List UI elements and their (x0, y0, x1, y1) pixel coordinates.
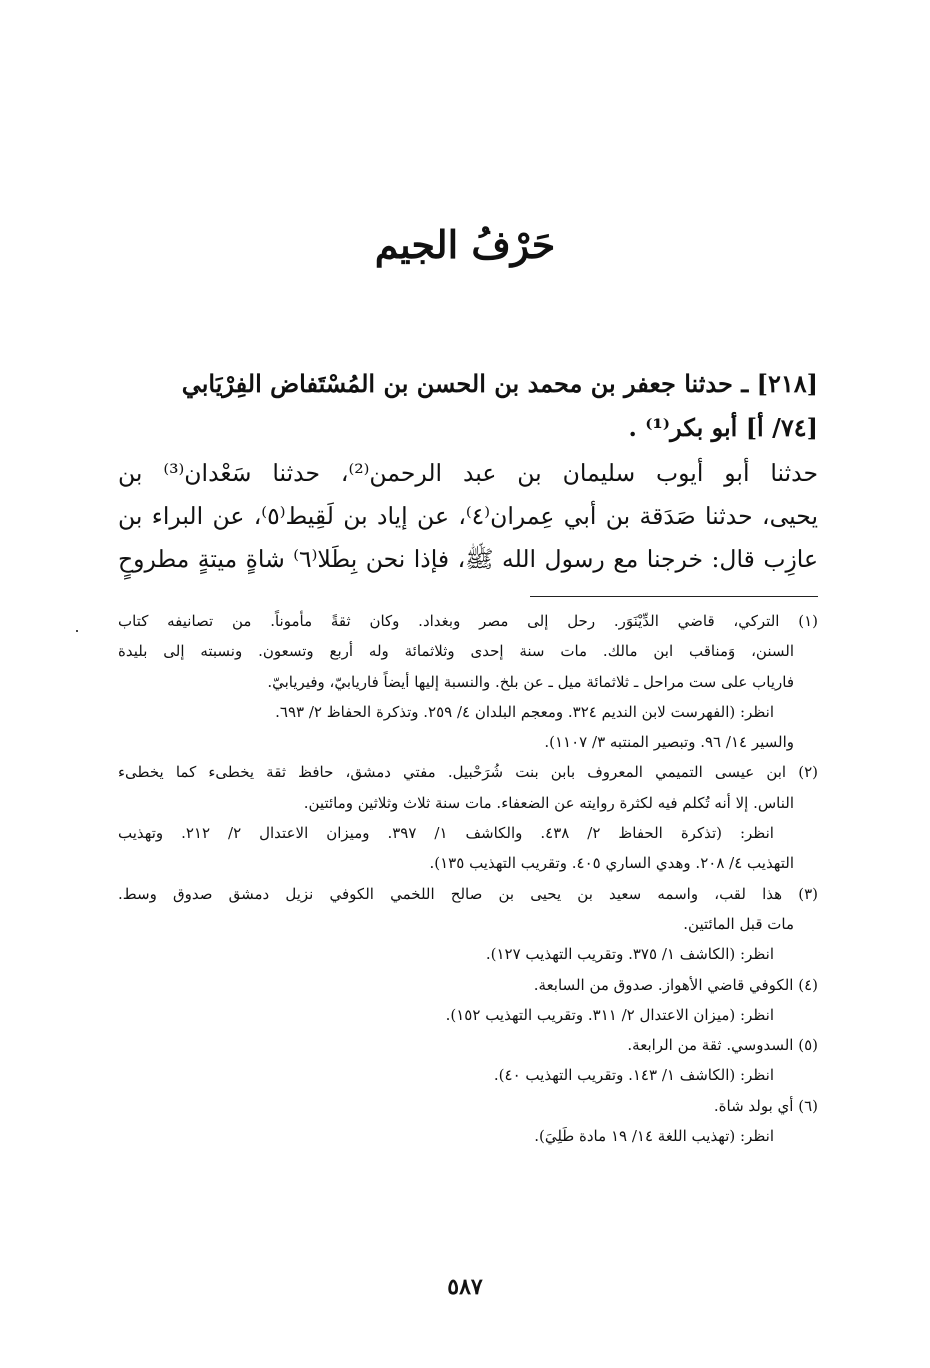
footnote-line: انظر: (الفهرست لابن النديم ٣٢٤. ومعجم البلدان ٤/ ٢٥٩. وتذكرة الحفاظ ٢/ ٦٩٣. (275, 702, 774, 721)
hadith-line: يحيى، حدثنا صَدَقة بن أبي عِمران⁽٤⁾، عن إياد بن لَقِيط⁽٥⁾، عن البراء بن (118, 502, 818, 530)
footnote-line: (٣) هذا لقب، واسمه سعيد بن يحيى بن صالح اللخمي الكوفي نزيل دمشق صدوق وسط. (118, 884, 818, 903)
hadith-text (118, 452, 818, 581)
footnote-line: والسير ١٤/ ٩٦. وتبصير المنتبه ٣/ ١١٠٧). (544, 733, 794, 752)
footnote-line: (٤) الكوفي قاضي الأهواز. صدوق من السابعة. (533, 975, 818, 994)
hadith-header-line-2: [٧٤/ أ] أبو بكر⁽¹⁾ . (628, 413, 818, 442)
hadith-header-line-1: [٢١٨] ـ حدثنا جعفر بن محمد بن الحسن بن المُسْتَفاض الفِرْيَابي (181, 369, 818, 398)
footnote-line: (٢) ابن عيسى التميمي المعروف بابن بنت شُرَحْبيل. مفتي دمشق، حافظ ثقة يخطىء كما يخطىء (118, 763, 818, 782)
footnote-line: فارياب على ست مراحل ـ ثلاثمائة ميل ـ عن بلخ. والنسبة إليها أيضاً فاريابيّ، وفيريابيّ. (267, 672, 794, 691)
footnote-line: السنن، وَمناقب ابن مالك. مات سنة إحدى وثلاثمائة وله أربع وتسعون. ونسبته إلى بليدة (118, 642, 794, 661)
footnote-line: انظر: (تذكرة الحفاظ ٢/ ٤٣٨. والكاشف ١/ ٣٩٧. وميزان الاعتدال ٢/ ٢١٢. وتهذيب (118, 824, 774, 843)
footnote-separator (530, 596, 818, 597)
footnote-line: انظر: (الكاشف ١/ ٣٧٥. وتقريب التهذيب ١٢٧). (485, 945, 774, 964)
footnote-line: انظر: (ميزان الاعتدال ٢/ ٣١١. وتقريب التهذيب ١٥٢). (445, 1005, 774, 1024)
footnotes (118, 606, 818, 1151)
footnote-line: انظر: (تهذيب اللغة ١٤/ ١٩ مادة طَلِيَ). (534, 1127, 774, 1146)
footnote-line: انظر: (الكاشف ١/ ١٤٣. وتقريب التهذيب ٤٠). (493, 1066, 774, 1085)
footnote-line: التهذيب ٤/ ٢٠٨. وهدي الساري ٤٠٥. وتقريب التهذيب ١٣٥). (429, 854, 794, 873)
footnote-line: (١) التركي، قاضي الدِّيْنَوَر. رحل إلى مصر وبغداد. وكان ثقةً مأموناً. من تصانيفه كتاب (118, 612, 818, 630)
footnote-line: مات قبل المائتين. (683, 914, 794, 933)
hadith-line: حدثنا أبو أيوب سليمان بن عبد الرحمن⁽²⁾، حدثنا سَعْدان⁽³⁾ بن (118, 459, 819, 487)
chapter-heading: حَرْفُ الجيم (374, 222, 556, 267)
footnote-line: (٥) السدوسي. ثقة من الرابعة. (627, 1036, 818, 1055)
hadith-line: عازِب قال: خرجنا مع رسول الله ﷺ، فإذا نحن بِطَلا⁽٦⁾ شاةٍ ميتةٍ مطروحٍ (118, 545, 818, 573)
scan-speck (76, 630, 78, 632)
footnote-line: (٦) أي بولد شاة. (713, 1096, 818, 1115)
page-number: ٥٨٧ (447, 1274, 483, 1300)
footnote-line: الناس. إلا أنه تُكلم فيه لكثرة روايته عن الضعفاء. مات سنة ثلاث وثلاثين ومائتين. (303, 793, 794, 812)
hadith-header (118, 362, 818, 450)
